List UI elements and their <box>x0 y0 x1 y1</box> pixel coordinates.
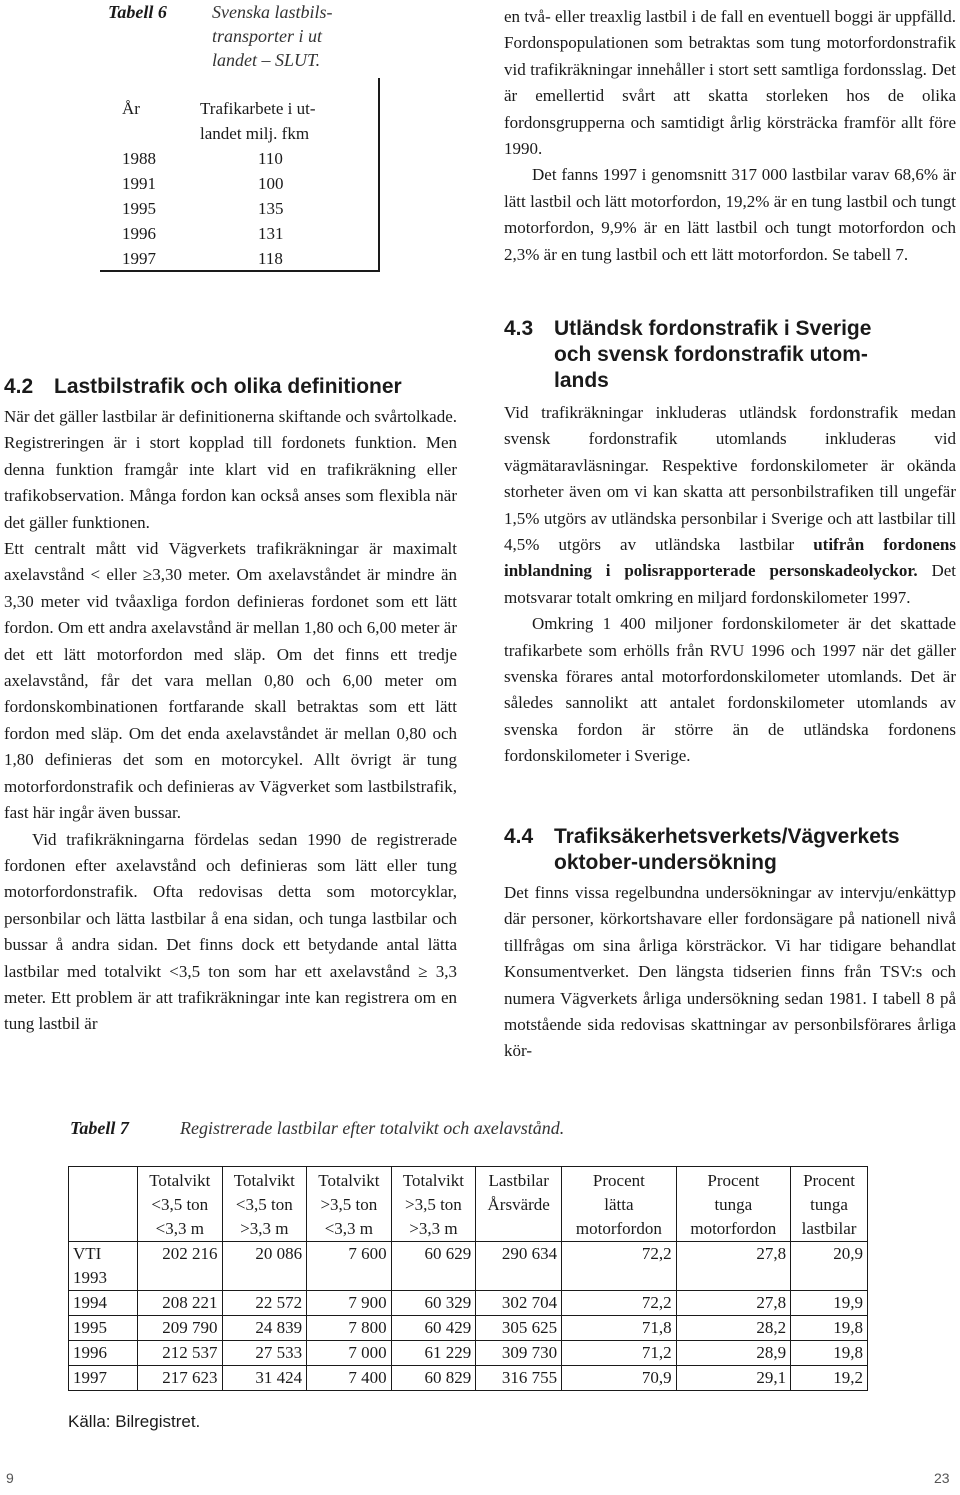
table-row <box>122 221 372 246</box>
table-cell: 100 <box>258 174 284 193</box>
row-label: 1997 <box>69 1366 138 1391</box>
table-cell: 20,9 <box>791 1242 868 1291</box>
table-cell: 60 629 <box>391 1242 476 1291</box>
table-header-cell <box>307 1167 392 1242</box>
row-label <box>69 1242 138 1291</box>
table-cell: 217 623 <box>138 1366 223 1391</box>
table-header-cell <box>200 96 372 146</box>
table-header-cell <box>676 1167 790 1242</box>
header-line: >3,3 m <box>409 1219 458 1238</box>
row-label: 1994 <box>69 1291 138 1316</box>
header-line: Årsvärde <box>487 1195 550 1214</box>
tabell6-title <box>212 0 382 72</box>
text-run: ≥ <box>142 565 153 585</box>
header-line: Procent <box>707 1171 760 1190</box>
table-cell: 24 839 <box>222 1316 307 1341</box>
table-header-cell <box>476 1167 562 1242</box>
header-line: tunga <box>810 1195 848 1214</box>
tabell6-title-line: transporter i ut <box>212 26 323 46</box>
section-4-4-text <box>504 880 956 1065</box>
table-cell: 290 634 <box>476 1242 562 1291</box>
header-line: >3,5 ton <box>320 1195 378 1214</box>
section-number: 4.3 <box>504 317 534 340</box>
section-title: Trafiksäkerhetsverkets/Vägverkets <box>554 825 900 848</box>
heading-line: och svensk fordonstrafik utom- <box>554 343 868 366</box>
page-number-left: 9 <box>6 1470 14 1486</box>
heading-line: oktober-undersökning <box>554 851 777 874</box>
header-line: Totalvikt <box>318 1171 380 1190</box>
tabell6-table <box>122 96 372 271</box>
table-cell: 60 329 <box>391 1291 476 1316</box>
heading-line: lands <box>554 369 609 392</box>
header-line: >3,5 ton <box>405 1195 462 1214</box>
table-cell: 72,2 <box>562 1291 676 1316</box>
table-cell: 202 216 <box>138 1242 223 1291</box>
header-line: motorfordon <box>575 1219 662 1238</box>
section-title: Lastbilstrafik och olika definitioner <box>54 375 402 398</box>
table-cell: 28,2 <box>676 1316 790 1341</box>
table-cell: 27 533 <box>222 1341 307 1366</box>
paragraph: en två- eller treaxlig lastbil i de fall en eventuell boggi är uppfälld. Fordonspopulationen som betraktas som tung motorfordonstrafik vid trafikräkningar innehåller i stort sett samtliga fordonsslag. Det är emellertid svårt att skatta storleken hos de olika fordonsgrupperna och samtidigt årlig körsträcka framför allt före 1990. <box>504 7 956 159</box>
header-line: <3,3 m <box>155 1219 204 1238</box>
table-cell: 19,9 <box>791 1291 868 1316</box>
table-cell: 28,9 <box>676 1341 790 1366</box>
table-cell: 208 221 <box>138 1291 223 1316</box>
section-heading-4-3 <box>504 316 956 394</box>
table-cell: 1997 <box>122 249 156 268</box>
table-cell: 27,8 <box>676 1242 790 1291</box>
row-label: 1995 <box>69 1316 138 1341</box>
table-cell: 29,1 <box>676 1366 790 1391</box>
table-cell: 209 790 <box>138 1316 223 1341</box>
header-line: tunga <box>714 1195 753 1214</box>
paragraph: Det finns vissa regelbundna undersökningar av intervju/enkättyp där personer, körkortshavare eller fordonsägare på nationell nivå tillfrågas om sina årliga körsträckor. Vi har tidigare behandlat Konsumentverket. Den längsta tidserien finns från TSV:s och numera Vägverkets årliga undersökning sedan 1981. I tabell 8 på motstående sida redovisas skattningar av personbilsförares årliga kör- <box>504 883 956 1061</box>
table-header-cell <box>138 1167 223 1242</box>
right-top-text <box>504 4 956 268</box>
table-cell: 1996 <box>122 224 156 243</box>
section-heading-4-4 <box>504 824 956 876</box>
paragraph: Vid trafikräkningarna fördelas sedan 1990 de registrerade fordonen efter axelavstånd och definieras som lätt eller tung motorfordonstrafik. Ofta redovisas detta som motorcyklar, personbilar och lätta lastbilar å ena sidan, och tunga lastbilar och bussar å andra sidan. Det finns dock ett betydande antal lätta lastbilar med totalvikt <3,5 ton som har ett axelavstånd ≥ 3,3 meter. Ett problem är att trafikräkningar inte kan registrera om en tung lastbil är <box>4 829 457 1034</box>
row-label: 1996 <box>69 1341 138 1366</box>
table-header-row <box>122 96 372 146</box>
table-cell: 70,9 <box>562 1366 676 1391</box>
paragraph: När det gäller lastbilar är definitionerna skiftande och svårtolkade. Registreringen är i stort kopplad till fordonets funktion. Men denna funktion framgår inte klart vid en trafikräkning eller trafikobservation. Många fordon kan också anses som flexibla när det gäller funktionen. <box>4 407 457 532</box>
table-header-cell <box>222 1167 307 1242</box>
text-run: 3,30 meter. Om axelavståndet är mindre än 3,30 meter vid tvåaxliga fordon definieras fordonet som ett lätt fordon. Om ett andra axelavstånd är mellan 1,80 och 6,00 meter är det ett lätt motorfordon med släp. Om det finns ett tredje axelavstånd, får det vara mellan 0,80 och 6,00 meter om fordonskombinationen fortfarande skall betraktas som ett lätt fordon med släp. Om det enda axelavståndet är mellan 0,80 och 1,80 definieras det som en motorcykel. Allt övrigt är tung motorfordonstrafik och definieras av Vägverket som lastbilstrafik, fast här ingår även bussar. <box>4 565 457 823</box>
header-line: lastbilar <box>801 1219 857 1238</box>
table-cell: 110 <box>258 149 283 168</box>
table-cell: 7 800 <box>307 1316 392 1341</box>
tabell7-caption: Registrerade lastbilar efter totalvikt och axelavstånd. <box>180 1118 565 1138</box>
header-line: Totalvikt <box>402 1171 464 1190</box>
section-title: Utländsk fordonstrafik i Sverige <box>554 317 872 340</box>
paragraph <box>504 400 956 611</box>
header-line: Trafikarbete i ut- <box>200 99 316 118</box>
table-header-cell <box>791 1167 868 1242</box>
header-line: <3,5 ton <box>151 1195 209 1214</box>
section-4-2-text <box>4 404 457 1038</box>
header-line: >3,3 m <box>240 1219 289 1238</box>
section-number: 4.2 <box>4 375 34 398</box>
table-cell: 316 755 <box>476 1366 562 1391</box>
text-run: Det motsvarar totalt omkring en miljard fordonskilometer 1997. <box>504 561 956 607</box>
tabell6-title-line: Svenska lastbils- <box>212 2 333 22</box>
header-line: Lastbilar <box>488 1171 549 1190</box>
table-cell: 7 400 <box>307 1366 392 1391</box>
table-cell: 31 424 <box>222 1366 307 1391</box>
table-cell: 22 572 <box>222 1291 307 1316</box>
table-cell: 61 229 <box>391 1341 476 1366</box>
table-cell: 27,8 <box>676 1291 790 1316</box>
heading-line <box>504 316 956 342</box>
table-cell: 1991 <box>122 174 156 193</box>
table-row <box>69 1316 868 1341</box>
header-line: lätta <box>604 1195 634 1214</box>
tabell6-label: Tabell 6 <box>108 2 167 22</box>
paragraph: Det fanns 1997 i genomsnitt 317 000 lastbilar varav 68,6% är lätt lastbil och lätt motorfordon, 19,2% är en tung lastbil och tungt motorfordon, 9,9% är en lätt lastbil och tungt motorfordon och 2,3% är en tung lastbil och ett lätt motorfordon. Se tabell 7. <box>504 165 956 264</box>
table-cell: 71,8 <box>562 1316 676 1341</box>
bold-text-run: utifrån fordonens inblandning i polisrapporterade personskadeolyckor. <box>504 535 956 581</box>
table-row <box>69 1242 868 1291</box>
table-cell: 71,2 <box>562 1341 676 1366</box>
page-number-right: 23 <box>934 1470 950 1486</box>
table-cell: 20 086 <box>222 1242 307 1291</box>
table-row <box>69 1366 868 1391</box>
table-header-cell <box>562 1167 676 1242</box>
tabell7-label: Tabell 7 <box>70 1118 129 1138</box>
table-cell: 305 625 <box>476 1316 562 1341</box>
table-cell: 19,2 <box>791 1366 868 1391</box>
table-row <box>69 1291 868 1316</box>
table-cell: 7 600 <box>307 1242 392 1291</box>
table-row <box>122 246 372 271</box>
table-row <box>122 196 372 221</box>
section-4-3-text <box>504 400 956 770</box>
header-line: landet milj. fkm <box>200 124 310 143</box>
table-cell: 60 429 <box>391 1316 476 1341</box>
text-run: Vid trafikräkningar inkluderas utländsk fordonstrafik medan svensk fordonstrafik utomlands inkluderas vid vägmätaravläsningar. Respektive fordonskilometer är okända storheter även om vi kan skatta att personbilstrafiken till ungefär 1,5% utgörs av utländska personbilar i Sverige och att lastbilar till 4,5% utgörs av utländska lastbilar <box>504 403 956 555</box>
text-run: Ett centralt mått vid Vägverkets trafikräkningar är maximalt axelavstånd < eller <box>4 539 457 585</box>
table-header-cell: År <box>122 99 140 118</box>
paragraph: Omkring 1 400 miljoner fordonskilometer är det skattade trafikarbete som erhölls från RVU 1996 och 1997 när det gäller svenska förares antal motorfordonskilometer utomlands. Det är således sannolikt att antalet fordonskilometer utomlands av svenska fordon är större än de utländska fordonens fordonskilometer i Sverige. <box>504 614 956 766</box>
section-number: 4.4 <box>504 825 534 848</box>
section-heading-4-2 <box>4 374 474 400</box>
table-cell: 7 900 <box>307 1291 392 1316</box>
table-cell: 302 704 <box>476 1291 562 1316</box>
tabell6-title-line: landet – SLUT. <box>212 50 321 70</box>
table-cell: 1988 <box>122 149 156 168</box>
table-cell: 60 829 <box>391 1366 476 1391</box>
header-line: <3,5 ton <box>235 1195 293 1214</box>
table-cell: 212 537 <box>138 1341 223 1366</box>
header-line: Procent <box>592 1171 645 1190</box>
table-cell: 1995 <box>122 199 156 218</box>
paragraph <box>4 536 457 826</box>
table-cell: 131 <box>258 224 284 243</box>
table-header-cell <box>69 1167 138 1242</box>
header-line: Procent <box>803 1171 855 1190</box>
heading-line <box>504 824 956 850</box>
header-line: motorfordon <box>690 1219 777 1238</box>
table-cell: 19,8 <box>791 1341 868 1366</box>
row-label-line: VTI <box>73 1244 102 1263</box>
table-cell: 135 <box>258 199 284 218</box>
row-label-line: 1993 <box>73 1268 107 1287</box>
table-header-cell <box>391 1167 476 1242</box>
table-cell: 72,2 <box>562 1242 676 1291</box>
header-line: Totalvikt <box>149 1171 211 1190</box>
table-header-row <box>69 1167 868 1242</box>
header-line: Totalvikt <box>233 1171 295 1190</box>
table-cell: 19,8 <box>791 1316 868 1341</box>
table-row <box>69 1341 868 1366</box>
table-cell: 309 730 <box>476 1341 562 1366</box>
table-row <box>122 146 372 171</box>
tabell7-table <box>68 1166 868 1391</box>
table-cell: 7 000 <box>307 1341 392 1366</box>
tabell7-source: Källa: Bilregistret. <box>68 1412 201 1431</box>
header-line: <3,3 m <box>324 1219 374 1238</box>
table-cell: 118 <box>258 249 283 268</box>
table-row <box>122 171 372 196</box>
